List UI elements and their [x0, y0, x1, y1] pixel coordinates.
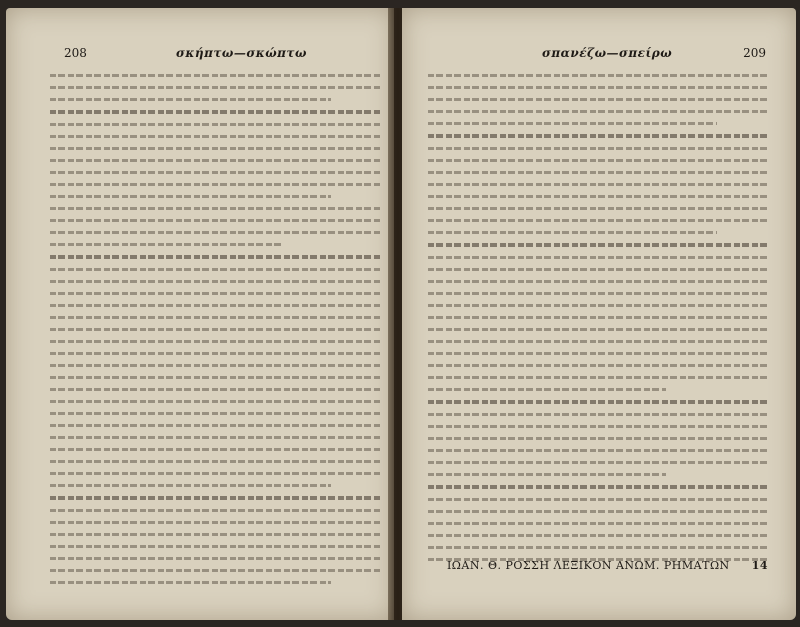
right-page-number: 209: [743, 46, 766, 60]
left-page-text-block: [50, 74, 380, 593]
right-page-text-block: [428, 74, 768, 570]
footer-title: ΙΩΑΝ. Θ. ΡΟΣΣΗ ΛΕΞΙΚΟΝ ΑΝΩΜ. ΡΗΜΑΤΩΝ: [446, 559, 730, 572]
signature-mark: 14: [751, 559, 768, 572]
left-page-number: 208: [64, 46, 87, 60]
right-running-head: σπανέζω—σπείρω: [542, 46, 673, 60]
right-page-footer: [447, 559, 768, 572]
right-page: [402, 8, 796, 620]
left-page: [6, 8, 394, 620]
left-running-head: σκήπτω—σκώπτω: [176, 46, 307, 60]
